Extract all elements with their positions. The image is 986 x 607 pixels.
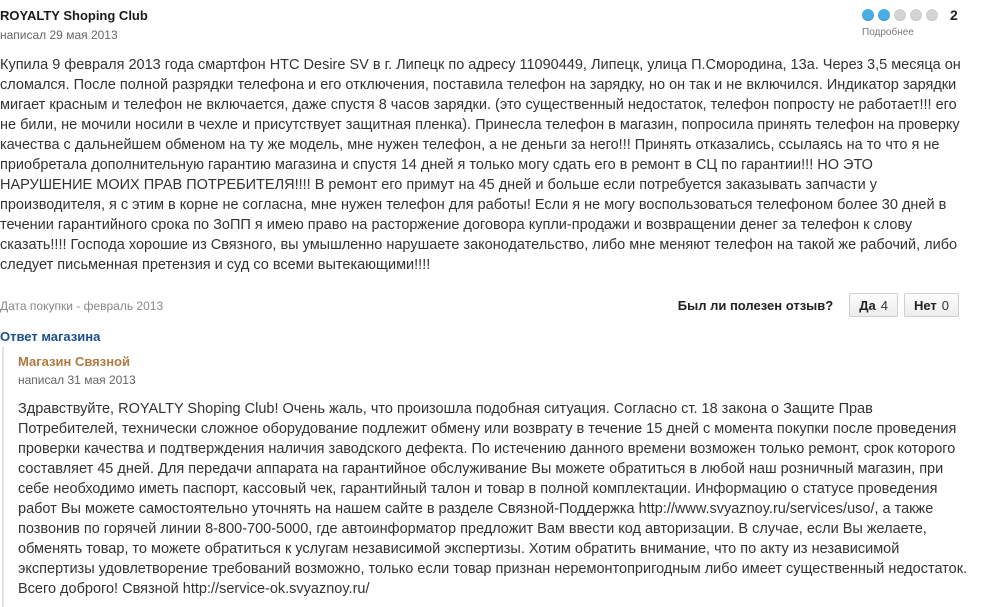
rating-dots	[862, 9, 942, 21]
review-author: ROYALTY Shoping Club	[0, 8, 148, 23]
rating-dot-empty	[926, 9, 938, 21]
vote-yes-button[interactable]	[849, 293, 898, 317]
review-date: написал 29 мая 2013	[0, 28, 118, 42]
rating-dot-empty	[910, 9, 922, 21]
rating-dot-empty	[894, 9, 906, 21]
rating-value: 2	[950, 7, 958, 23]
store-reply	[2, 347, 984, 607]
helpful-question: Был ли полезен отзыв?	[677, 297, 834, 313]
vote-no-count: 0	[941, 297, 949, 313]
vote-no-button[interactable]	[904, 293, 959, 317]
store-reply-heading[interactable]: Ответ магазина	[0, 329, 101, 344]
rating-dot-filled	[878, 9, 890, 21]
store-reply-author: Магазин Связной	[18, 354, 130, 369]
store-reply-date: написал 31 мая 2013	[18, 373, 136, 387]
rating-dot-filled	[862, 9, 874, 21]
review-text: Купила 9 февраля 2013 года смартфон HTC Desire SV в г. Липецк по адресу 11090449, Липецк, улица П.Смородина, 13а. Через 3,5 месяца он сломался. После полной разрядки телефона и его отключения, поставила телефон на зарядку, но он так и не включился. Индикатор зарядки мигает красным и телефон не включается, даже спустя 8 часов зарядки. (это существенный недостаток, телефон попросту не работает!!! его не били, не мочили носили в чехле и присутствует защитная пленка). Принесла телефон в магазин, попросила принять телефон на проверку качества с дальнейшем обменом на ту же модель, мне нужен телефон, а не деньги за него!!! Принять отказались, ссылаясь на то что я не приобретала дополнительную гарантию магазина и спустя 14 дней я только могу сдать его в ремонт в СЦ по гарантии!!! НО ЭТО НАРУШЕНИЕ МОИХ ПРАВ ПОТРЕБИТЕЛЯ!!!! В ремонт его примут на 45 дней и больше если потребуется заказывать запчасти у производителя, я с этим в корне не согласна, мне нужен телефон для работы! Если я не могу воспользоваться телефоном более 30 дней в течении гарантийного срока по ЗоПП я имею право на расторжение договора купли-продажи и возвращении денег за телефон к слову сказать!!!! Господа хорошие из Связного, вы умышленно нарушаете законодательство, либо мне меняют телефон на такой же рабочий, либо следует письменная претензия и суд со всеми вытекающими!!!!	[0, 57, 961, 273]
rating-details-link[interactable]: Подробнее	[862, 27, 914, 38]
vote-no-label: Нет	[913, 297, 937, 313]
vote-yes-count: 4	[880, 297, 888, 313]
purchase-date: Дата покупки - февраль 2013	[0, 299, 164, 313]
store-reply-text: Здравствуйте, ROYALTY Shoping Club! Очень жаль, что произошла подобная ситуация. Согласно ст. 18 закона о Защите Прав Потребителей, технически сложное оборудование подлежит обмену или возврату в течение 15 дней с момента покупки после проведения проверки качества и подтверждения наличия заводского дефекта. По истечению данного времени возможен только ремонт, срок которого составляет 45 дней. Для передачи аппарата на гарантийное обслуживание Вы можете обратиться в любой наш розничный магазин, при себе необходимо иметь паспорт, кассовый чек, гарантийный талон и товар в полной комплектации. Информацию о статусе проведения работ Вы можете самостоятельно уточнять на нашем сайте в разделе Связной-Поддержка http://www.svyaznoy.ru/services/uso/, а также позвонив по горячей линии 8-800-700-5000, где автоинформатор предложит Вам ввести код авторизации. В случае, если Вы желаете, обменять товар, то можете обратиться к услугам независимой экспертизы. Хотим обратить внимание, что по акту из независимой экспертизы удовлетворение требований возможно, только если товар признан неремонтопригодным либо имеет существенный недостаток. Всего доброго! Связной http://service-ok.svyaznoy.ru/	[18, 401, 968, 597]
vote-yes-label: Да	[859, 297, 876, 313]
helpful-vote	[678, 293, 959, 317]
rating	[862, 9, 972, 43]
